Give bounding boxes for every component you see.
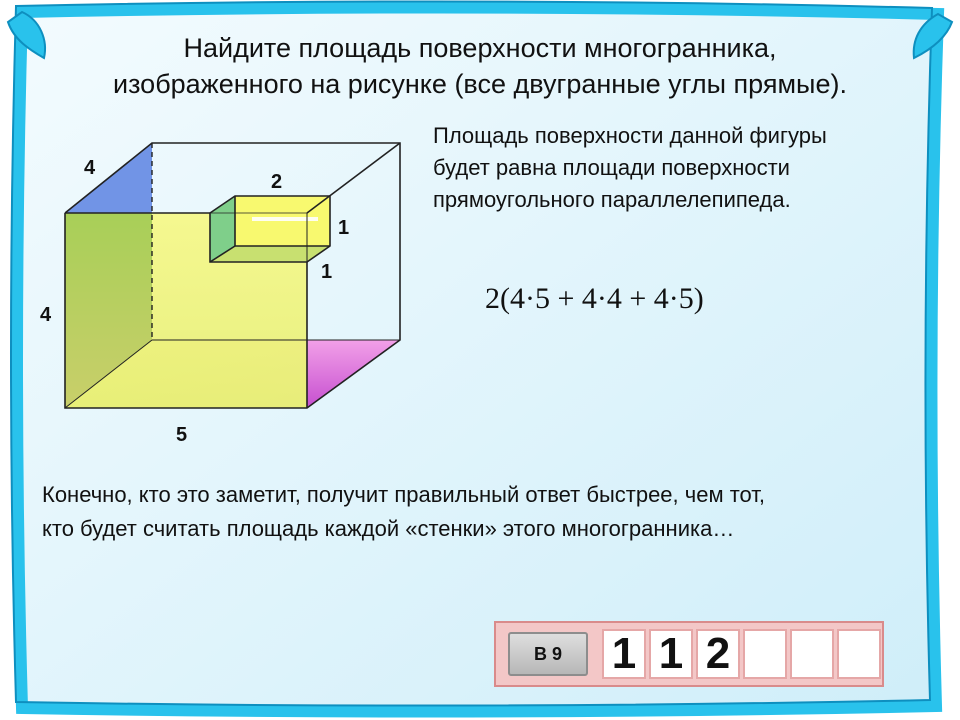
label-width: 5 [176,424,188,446]
label-height: 4 [40,304,52,326]
explain-line-2: будет равна площади поверхности [433,155,790,180]
label-depth: 4 [84,157,96,179]
answer-cells [602,629,881,679]
surface-area-formula: 2(4·5 + 4·4 + 4·5) [485,282,704,315]
label-notch-height: 1 [321,261,333,283]
title-line-2: изображенного на рисунке (все двугранные углы прямые). [113,69,847,99]
answer-box [494,621,884,687]
task-number-label: В 9 [508,632,588,676]
answer-cell-1[interactable]: 1 [602,629,646,679]
answer-cell-5[interactable] [790,629,834,679]
conclusion-line-2: кто будет считать площадь каждой «стенки» этого многогранника… [42,516,735,541]
title-line-1: Найдите площадь поверхности многогранника, [183,33,777,63]
conclusion-text [42,478,932,546]
label-notch-depth: 1 [338,217,350,239]
conclusion-line-1: Конечно, кто это заметит, получит правильный ответ быстрее, чем тот, [42,482,766,507]
answer-cell-4[interactable] [743,629,787,679]
answer-cell-3[interactable]: 2 [696,629,740,679]
explanation-text [433,120,933,216]
label-notch-width: 2 [271,171,283,193]
explain-line-3: прямоугольного параллелепипеда. [433,187,791,212]
answer-cell-2[interactable]: 1 [649,629,693,679]
explain-line-1: Площадь поверхности данной фигуры [433,123,827,148]
answer-cell-6[interactable] [837,629,881,679]
slide-title [30,30,930,102]
